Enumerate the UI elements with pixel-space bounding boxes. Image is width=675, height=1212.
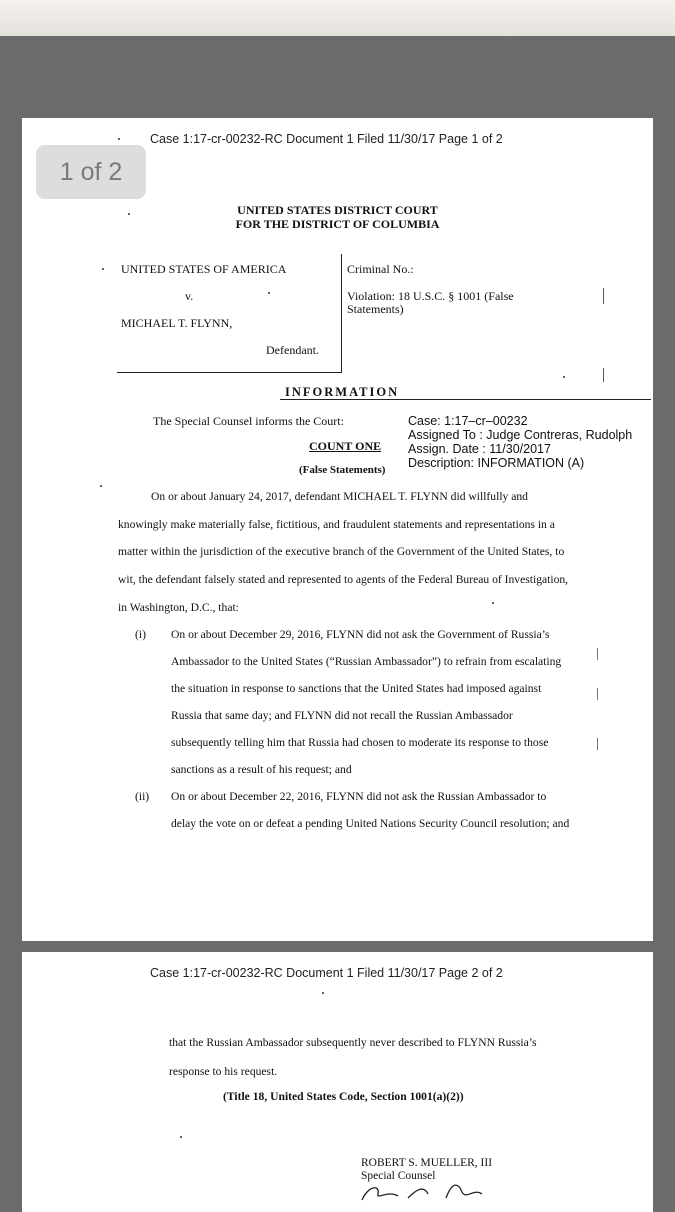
defendant-label: Defendant.	[266, 343, 319, 357]
continuation-line: that the Russian Ambassador subsequently never described to FLYNN Russia’s	[169, 1036, 537, 1049]
scan-speck	[180, 1136, 182, 1138]
scan-mark	[597, 738, 598, 750]
stamp-assigned: Assigned To : Judge Contreras, Rudolph	[408, 428, 633, 442]
scan-mark	[597, 688, 598, 700]
paragraph-line: knowingly make materially false, fictitious, and fraudulent statements and representations in a	[118, 518, 555, 531]
scan-speck	[322, 992, 324, 994]
paragraph-line: in Washington, D.C., that:	[118, 601, 239, 614]
list-item-line: subsequently telling him that Russia had chosen to moderate its response to those	[171, 736, 549, 749]
scan-mark	[597, 648, 598, 660]
document-page-1	[22, 118, 653, 941]
page-header: Case 1:17-cr-00232-RC Document 1 Filed 11/30/17 Page 1 of 2	[150, 132, 503, 146]
list-item-line: Ambassador to the United States (“Russian Ambassador”) to refrain from escalating	[171, 655, 562, 668]
caption-underline	[117, 372, 342, 373]
scan-speck	[118, 138, 120, 140]
criminal-number-label: Criminal No.:	[347, 262, 414, 276]
count-subheading: (False Statements)	[299, 464, 386, 476]
signer-title: Special Counsel	[361, 1170, 436, 1182]
court-name-line1: UNITED STATES DISTRICT COURT	[237, 203, 438, 217]
list-item-label: (ii)	[135, 790, 150, 803]
signer-name: ROBERT S. MUELLER, III	[361, 1157, 493, 1169]
signature	[358, 1180, 498, 1204]
document-title: INFORMATION	[285, 385, 400, 399]
plaintiff-name: UNITED STATES OF AMERICA	[121, 262, 287, 276]
intro-line: The Special Counsel informs the Court:	[153, 414, 344, 428]
paragraph-line: matter within the jurisdiction of the executive branch of the Government of the United States, to	[118, 545, 565, 558]
court-name-line2: FOR THE DISTRICT OF COLUMBIA	[235, 217, 440, 231]
list-item-line: On or about December 22, 2016, FLYNN did not ask the Russian Ambassador to	[171, 790, 547, 803]
scan-mark	[603, 368, 604, 382]
page-indicator: 1 of 2	[36, 145, 146, 199]
list-item-line: sanctions as a result of his request; and	[171, 763, 352, 776]
viewer-top-bar	[0, 0, 675, 36]
list-item-line: delay the vote on or defeat a pending United Nations Security Council resolution; and	[171, 817, 570, 830]
stamp-case: Case: 1:17–cr–00232	[408, 414, 528, 428]
list-item-line: the situation in response to sanctions that the United States had imposed against	[171, 682, 542, 695]
document-page-2	[22, 952, 653, 1212]
versus: v.	[185, 289, 194, 303]
scan-speck	[100, 485, 102, 487]
paragraph-line: wit, the defendant falsely stated and represented to agents of the Federal Bureau of Investigation,	[118, 573, 569, 586]
list-item-label: (i)	[135, 628, 146, 641]
count-heading: COUNT ONE	[309, 439, 382, 453]
violation-line2: Statements)	[347, 302, 404, 316]
stamp-description: Description: INFORMATION (A)	[408, 456, 585, 470]
paragraph-line: On or about January 24, 2017, defendant MICHAEL T. FLYNN did willfully and	[151, 490, 528, 503]
scan-speck	[128, 213, 130, 215]
title-rule	[280, 399, 651, 400]
list-item-line: On or about December 29, 2016, FLYNN did not ask the Government of Russia’s	[171, 628, 550, 641]
continuation-line: response to his request.	[169, 1065, 278, 1078]
scan-speck	[563, 376, 565, 378]
stamp-date: Assign. Date : 11/30/2017	[408, 442, 551, 456]
caption-divider	[341, 254, 342, 372]
scan-mark	[603, 288, 604, 304]
violation-line1: Violation: 18 U.S.C. § 1001 (False	[347, 289, 514, 303]
page-header: Case 1:17-cr-00232-RC Document 1 Filed 11/30/17 Page 2 of 2	[150, 966, 503, 980]
defendant-name: MICHAEL T. FLYNN,	[121, 316, 233, 330]
scan-speck	[492, 602, 494, 604]
list-item-line: Russia that same day; and FLYNN did not recall the Russian Ambassador	[171, 709, 513, 722]
scan-speck	[268, 292, 270, 294]
scan-speck	[102, 268, 104, 270]
statute-citation: (Title 18, United States Code, Section 1001(a)(2))	[223, 1090, 464, 1103]
